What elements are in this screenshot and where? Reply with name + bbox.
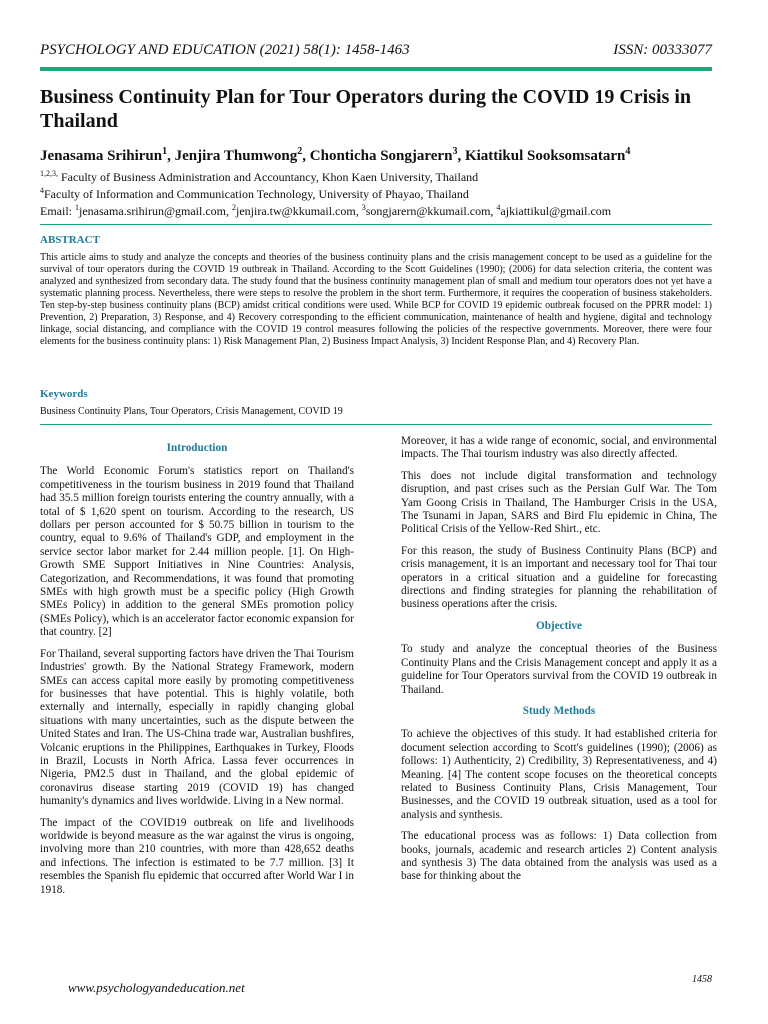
paragraph: To study and analyze the conceptual theories of the Business Continuity Plans and the Crisis Management concept and apply it as a guideline for Tour Operators survival from the COVID 19 outbreak in Thailand. (401, 643, 717, 696)
author-sup: 1 (162, 146, 168, 157)
email-line: Email: $^1$jenasama.srihirun@gmail.com, $^2$jenjira.tw@kkumail.com, $^3$songjarern@kkumail.com, $^4$ajkiattikul@gmail.com (40, 203, 612, 218)
paragraph: Moreover, it has a wide range of economic, social, and environmental impacts. The Thai tourism industry was also directly affected. (401, 435, 717, 461)
abstract-heading: ABSTRACT (40, 234, 100, 246)
email-link[interactable]: songjarern@kkumail.com, (365, 204, 497, 218)
page-number: 1458 (692, 974, 712, 985)
introduction-heading: Introduction (166, 442, 228, 454)
study-methods-heading: Study Methods (522, 704, 596, 717)
paragraph: For this reason, the study of Business Continuity Plans (BCP) and crisis management, it is an important and necessary tool for Thai tour operators in a critical situation and a guideline for forecasting directions and finding strategies for planning the rehabilitation of business operations after the crisis. (401, 544, 717, 611)
divider (40, 424, 712, 425)
author-sup: 4 (625, 146, 631, 157)
running-header (40, 42, 712, 64)
paragraph: The impact of the COVID19 outbreak on life and livelihoods worldwide is beyond measure as the war against the virus is ongoing, involving more than 210 countries, with more than 428,652 deaths and infections. The infection is estimated to be 7.7 million. [3] It resembles the Spanish flu epidemic that occurred after World War I in 1918. (40, 816, 354, 896)
paragraph: This does not include digital transformation and technology disruption, and past crises such as the Persian Gulf War. The Tom Yam Goong Crisis in Thailand, The Hamburger Crisis in the USA, The Tsunami in Japan, SARS and Bird Flu epidemic in China, The Political Crisis of the Yellow-Red Shirt., etc. (401, 469, 717, 536)
left-column (40, 442, 354, 905)
divider (40, 224, 712, 225)
keywords-text: Business Continuity Plans, Tour Operators, Crisis Management, COVID 19 (40, 406, 343, 417)
objective-heading: Objective (536, 619, 582, 632)
affiliation-2: $^4$Faculty of Information and Communication Technology, University of Phayao, Thailand (40, 186, 469, 201)
journal-citation: PSYCHOLOGY AND EDUCATION (2021) 58(1): 1458-1463 (40, 42, 410, 58)
paper-title: Business Continuity Plan for Tour Operators during the COVID 19 Crisis in Thailand (40, 86, 692, 132)
email-link[interactable]: jenasama.srihirun@gmail.com, (79, 204, 233, 218)
paragraph: To achieve the objectives of this study. It had established criteria for document selection according to Scott's guidelines (1990); (2006) as follows: 1) Authenticity, 2) Credibility, 3) Representativeness, and 4) Meaning. [4] The content scope focuses on the theoretical concepts related to Business Continuity Plans, Crisis Management, Tour Businesses, and the COVID 19 outbreak situation, used as a tool for analysis and synthesis. (401, 728, 717, 821)
author-name: Jenasama Srihirun (40, 148, 163, 164)
author-name: Jenjira Thumwong (174, 148, 298, 164)
paragraph: For Thailand, several supporting factors have driven the Thai Tourism Industries' growth. By the National Strategy Framework, modern SMEs can access capital more easily by promoting competitiveness for businesses that have potential. This is highly volatile, both externally and internally, especially in rapidly changing global situations with many uncertainties, such as the dispute between the United States and Iran. The US-China trade war, Australian bushfires, Volcanic eruptions in the Philippines, Earthquakes in Turkey, Floods in Brazil, Locusts in North Africa. Lassa fever occurrences in Nigeria, PM2.5 dust in Thailand, and the global epidemic of coronavirus disease starting 2019 (COVID 19) has changed humanity's dynamics and lives worldwide. Living in a New normal. (40, 647, 354, 808)
author-sup: 2 (297, 146, 303, 157)
header-rule (40, 67, 712, 71)
affiliation-1: $^{1,2,3,}$ Faculty of Business Administration and Accountancy, Khon Kaen University, Thailand (40, 169, 479, 184)
issn: ISSN: 00333077 (613, 42, 712, 58)
author-name: Kiattikul Sooksomsatarn (464, 148, 626, 164)
author-list: Jenasama Srihirun$^1$, Jenjira Thumwong$^2$, Chonticha Songjarern$^3$, Kiattikul Sooksomsatarn$^4$ (40, 146, 631, 164)
keywords-heading: Keywords (40, 388, 88, 400)
email-link[interactable]: ajkiattikul@gmail.com (500, 204, 612, 218)
right-column (401, 435, 717, 892)
paragraph: The World Economic Forum's statistics report on Thailand's competitiveness in the tourism business in 2019 found that Thailand had 35.5 million foreign tourists entering the country annually, with a total of $ 1,620 spent on tourism. According to the research, US dollars per person accounted for $ 50.75 billion in tourism to the country, equal to 9.6% of Thailand's GDP, and employment in the service sector labor market for 2.44 million people. [1]. On High-Growth SME Support Initiatives in Nine Countries: Analysis, Categorization, and Recommendations, it was found that promoting SMEs with high growth must be a specific policy (High Growth SMEs Policy) in addition to the general SMEs promotion policy (SMEs Policy), which is an accelerator factor economic expansion for that country. [2] (40, 465, 354, 639)
abstract-text: This article aims to study and analyze the concepts and theories of the business continuity plans and the crisis management concept to be used as a guideline for the survival of tour operators during the COVID 19 outbreak in Thailand. According to the Scott Guidelines (1990); (2006) for data selection criteria, the content was analyzed and synthesized from secondary data. The study found that the business continuity management plan of small and medium tour operators does not yet have a systematic planning process. Nevertheless, there were steps to resolve the problem in the short term. Furthermore, it requires the cooperation of business stakeholders. Ten step-by-step business continuity plans (BCP) amidst critical conditions were used. While BCP for COVID 19 epidemic outbreak focused on the PPRR model: 1) Prevention, 2) Preparation, 3) Response, and 4) Recovery corresponding to the efficient communication, maintenance of health and hygiene, digital and technology linkage, social distancing, and compliance with the COVID 19 control measures following the policies of the respective governments. Moreover, there were four elements for the business continuity plans: 1) Risk Management Plan, 2) Business Impact Analysis, 3) Incident Response Plan, and 4) Recovery Plan. (40, 252, 712, 347)
paragraph: The educational process was as follows: 1) Data collection from books, journals, academic and research articles 2) Content analysis and synthesis 3) The data obtained from the analysis was used as a base for thinking about the (401, 830, 717, 883)
author-name: Chonticha Songjarern (309, 148, 453, 164)
footer-url[interactable]: www.psychologyandeducation.net (68, 980, 245, 995)
email-link[interactable]: jenjira.tw@kkumail.com, (236, 204, 362, 218)
author-sup: 3 (452, 146, 458, 157)
